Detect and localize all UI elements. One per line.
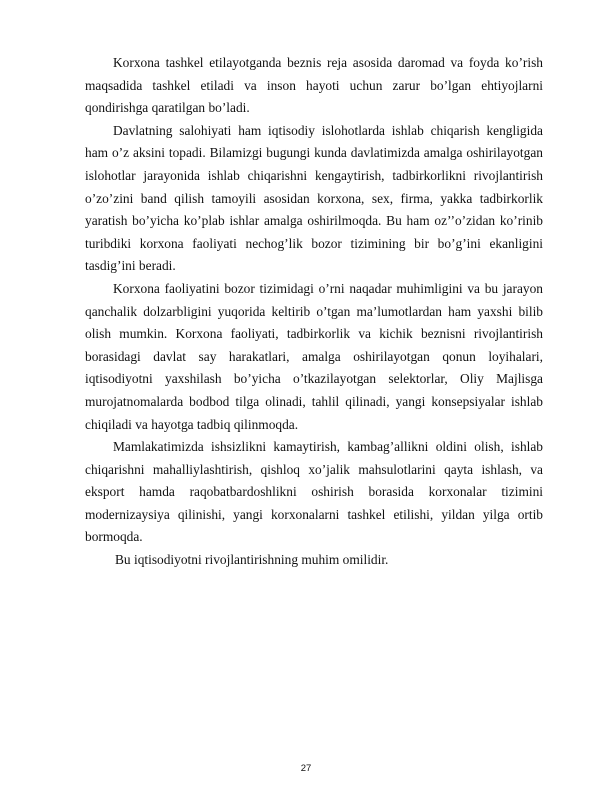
paragraph-3: Korxona faoliyatini bozor tizimidagi o’rni naqadar muhimligini va bu jarayon qanchalik dolzarbligini yuqorida keltirib o’tgan ma’lumotlardan ham yaxshi bilib olish mumkin. Korxona faoliyati, tadbirkorlik va kichik beznisni rivojlantirish borasidagi davlat say harakatlari, amalga oshirilayotgan qonun loyihalari, iqtisodiyotni yaxshilash bo’yicha o’tkazilayotgan selektorlar, Oliy Majlisga murojatnomalarda bodbod tilga olinadi, tahlil qilinadi, yangi konsepsiyalar ishlab chiqiladi va hayotga tadbiq qilinmoqda. [85,280,543,432]
paragraph-4: Mamlakatimizda ishsizlikni kamaytirish, kambag’allikni oldini olish, ishlab chiqarishni mahalliylashtirish, qishloq xo’jalik mahsulotlarini qayta ishlash, va eksport hamda raqobatbardoshlikni oshirish borasida korxonalar tizimini modernizaysiya qilinishi, yangi korxonalarni tashkel etilishi, yildan yilga ortib bormoqda. [85,439,543,545]
paragraph-5: Bu iqtisodiyotni rivojlantirishning muhim omilidir. [115,552,389,568]
paragraph-2: Davlatning salohiyati ham iqtisodiy islohotlarda ishlab chiqarish kengligida ham o’z aksini topadi. Bilamizgi bugungi kunda davlatimizda amalga oshirilayotgan islohotlar jarayonida ishlab chiqarishni kengaytirish, tadbirkorlikni rivojlantirish o’zo’zini band qilish tamoyili asosidan korxona, sex, firma, yakka tadbirkorlik yaratish bo’yicha ko’plab ishlar amalga oshirilmoqda. Bu ham oz’’o’zidan ko’rinib turibdiki korxona faoliyati nechog’lik bozor tizimining bir bo’g’ini ekanligini tasdig’ini beradi. [85,122,543,274]
body-text [85,52,543,572]
paragraph-1: Korxona tashkel etilayotganda beznis reja asosida daromad va foyda ko’rish maqsadida tashkel etiladi va inson hayoti uchun zarur bo’lgan ehtiyojlarni qondirishga qaratilgan bo’ladi. [85,55,543,116]
page-number: 27 [300,763,312,774]
